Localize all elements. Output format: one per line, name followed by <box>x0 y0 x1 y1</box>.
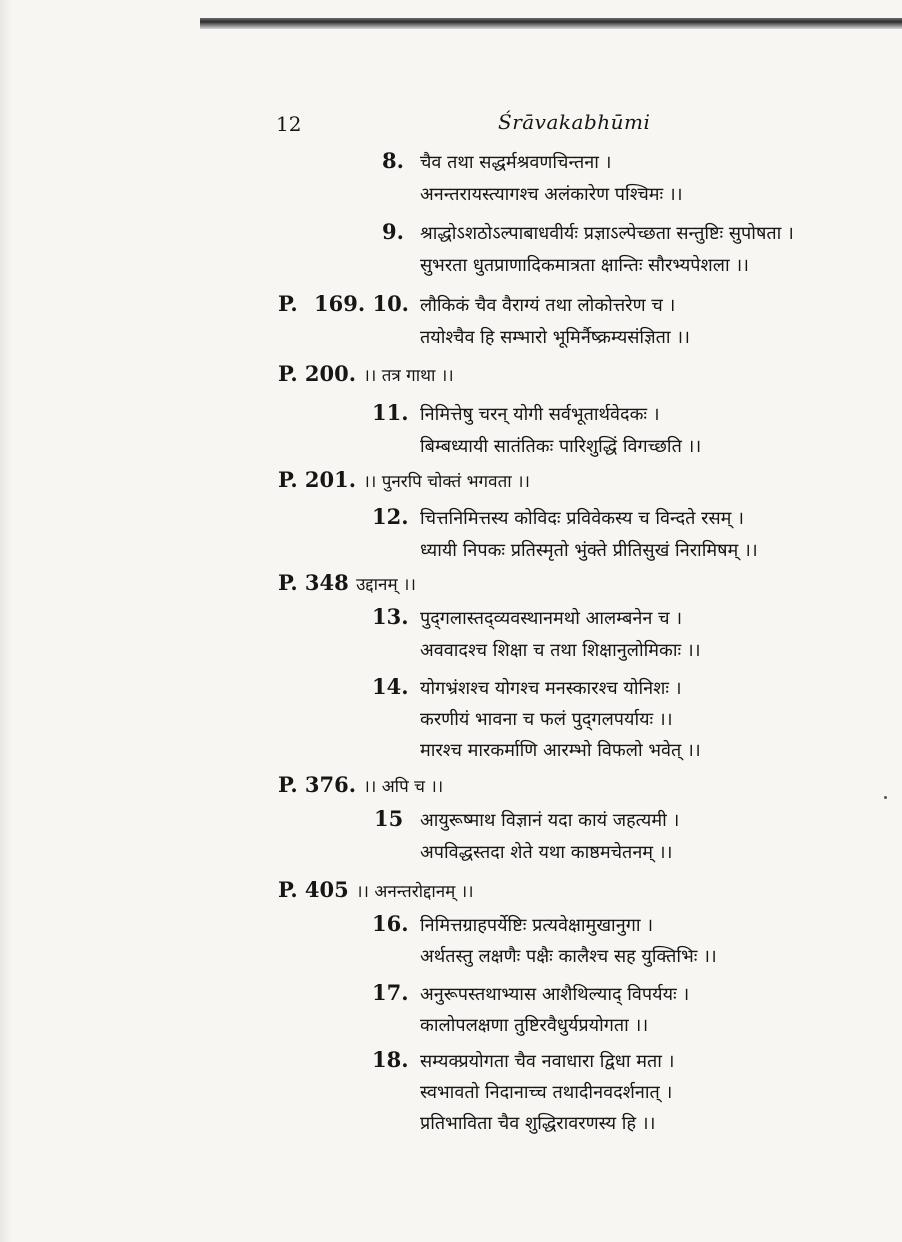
page-reference-note: ।। पुनरपि चोक्तं भगवता ।। <box>363 472 530 492</box>
verse-line: चित्तनिमित्तस्य कोविदः प्रविवेकस्य च विन्दते रसम् । <box>420 508 744 529</box>
top-rule <box>200 18 902 29</box>
page-reference <box>278 570 416 595</box>
page-reference <box>278 772 443 797</box>
verse-number: 17. <box>372 980 409 1005</box>
page-reference-number: P. 200. <box>278 361 357 386</box>
verse-line: निमित्तग्राहपर्येष्टिः प्रत्यवेक्षामुखानुगा । <box>420 915 654 936</box>
page-reference-note: ।। अनन्तरोद्दानम् ।। <box>356 882 474 902</box>
verse-number: 12. <box>372 504 409 529</box>
page-number: 12 <box>276 112 302 136</box>
verse-number: 169. 10. <box>314 291 409 316</box>
verse-number: 9. <box>382 219 404 244</box>
page-reference <box>278 467 530 492</box>
scan-edge <box>0 0 12 1242</box>
page-reference-number: P. 376. <box>278 772 357 797</box>
verse-number: 18. <box>372 1047 409 1072</box>
verse-line: आयुरूष्माथ विज्ञानं यदा कायं जहत्यमी । <box>420 810 680 831</box>
verse-line: सुभरता धुतप्राणादिकमात्रता क्षान्तिः सौरभ्यपेशला ।। <box>420 255 749 276</box>
page-reference-note: ।। तत्र गाथा ।। <box>363 366 454 386</box>
scan-speck <box>884 796 887 799</box>
verse-line: कालोपलक्षणा तुष्टिरवैधुर्यप्रयोगता ।। <box>420 1015 649 1036</box>
page-reference: P. <box>278 291 298 316</box>
verse-line: अववादश्च शिक्षा च तथा शिक्षानुलोमिकाः ।। <box>420 640 701 661</box>
verse-number: 15 <box>374 806 404 831</box>
verse-line: श्राद्धोऽशठोऽल्पाबाधवीर्यः प्रज्ञाऽल्पेच्छता सन्तुष्टिः सुपोषता । <box>420 223 794 244</box>
page-reference-note: ।। अपि च ।। <box>363 777 444 797</box>
verse-line: तयोश्चैव हि सम्भारो भूमिर्नैष्क्रम्यसंज्ञिता ।। <box>420 327 690 348</box>
verse-line: अनुरूपस्तथाभ्यास आशैथिल्याद् विपर्ययः । <box>420 984 690 1005</box>
verse-number: 14. <box>372 674 409 699</box>
verse-number: 16. <box>372 911 409 936</box>
verse-number: 11. <box>372 400 409 425</box>
running-head: Śrāvakabhūmi <box>498 110 651 134</box>
verse-line: ध्यायी निपकः प्रतिस्मृतो भुंक्ते प्रीतिसुखं निरामिषम् ।। <box>420 540 758 561</box>
page-reference <box>278 877 474 902</box>
page-reference-number: P. 405 <box>278 877 349 902</box>
verse-line: स्वभावतो निदानाच्च तथादीनवदर्शनात् । <box>420 1082 673 1103</box>
verse-line: करणीयं भावना च फलं पुद्‍गलपर्यायः ।। <box>420 709 673 730</box>
verse-line: बिम्बध्यायी सातंतिकः पारिशुद्धिं विगच्छति ।। <box>420 436 702 457</box>
verse-number: 8. <box>382 148 404 173</box>
verse-line: अपविद्धस्तदा शेते यथा काष्ठमचेतनम् ।। <box>420 842 673 863</box>
verse-line: पुद्‍गलास्तद्‍व्यवस्थानमथो आलम्बनेन च । <box>420 608 683 629</box>
verse-line: योगभ्रंशश्च योगश्च मनस्कारश्च योनिशः । <box>420 678 682 699</box>
verse-line: मारश्च मारकर्माणि आरम्भो विफलो भवेत् ।। <box>420 740 701 761</box>
verse-line: लौकिकं चैव वैराग्यं तथा लोकोत्तरेण च । <box>420 295 676 316</box>
verse-line: प्रतिभाविता चैव शुद्धिरावरणस्य हि ।। <box>420 1113 656 1134</box>
verse-line-text: चैव तथा सद्धर्मश्रवणचिन्तना । <box>420 152 612 173</box>
verse-line <box>420 150 750 174</box>
page-reference-number: P. 348 <box>278 570 349 595</box>
verse-line: अर्थतस्तु लक्षणैः पक्षैः कालैश्च सह युक्तिभिः ।। <box>420 946 717 967</box>
page-reference-number: P. 201. <box>278 467 357 492</box>
verse-number: 13. <box>372 604 409 629</box>
page-reference-note: उद्दानम् ।। <box>356 575 416 595</box>
verse-line: सम्यक्प्रयोगता चैव नवाधारा द्विधा मता । <box>420 1051 675 1072</box>
verse-line: निमित्तेषु चरन् योगी सर्वभूतार्थवेदकः । <box>420 404 660 425</box>
verse-line: अनन्तरायस्त्यागश्च अलंकारेण पश्चिमः ।। <box>420 184 683 205</box>
page-reference <box>278 361 454 386</box>
